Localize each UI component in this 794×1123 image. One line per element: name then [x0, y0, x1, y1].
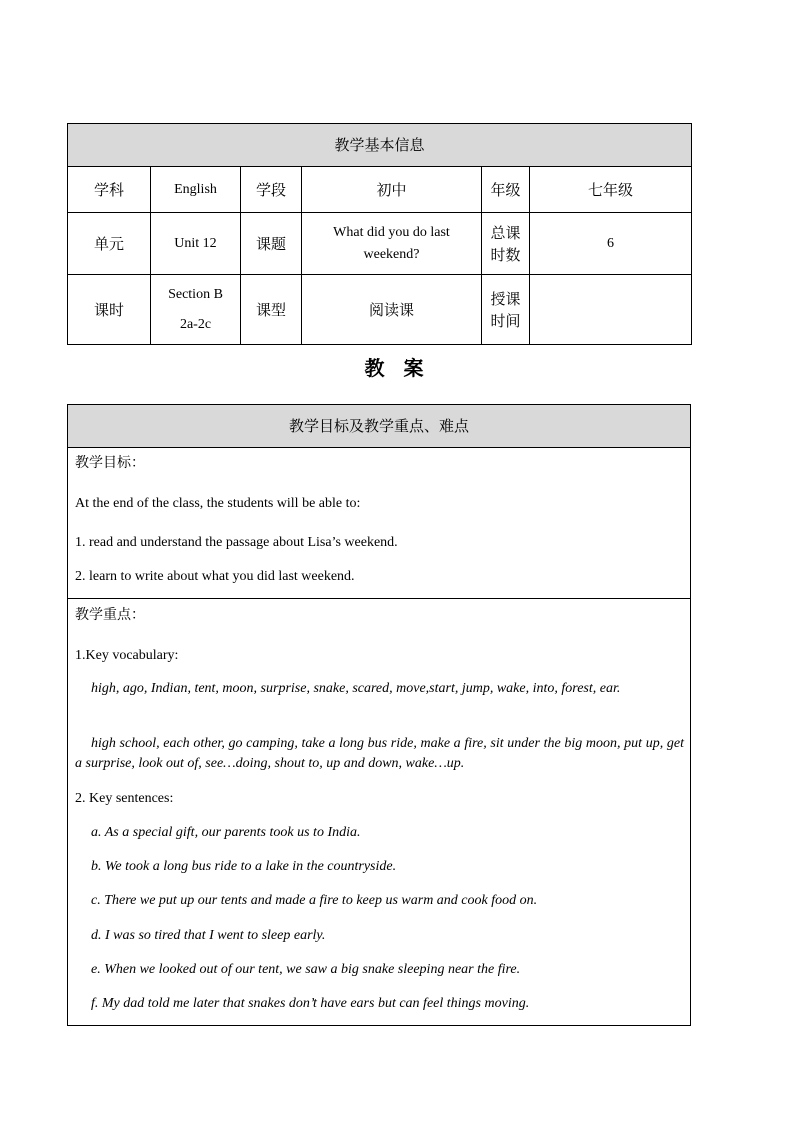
vocab-list-1: high, ago, Indian, tent, moon, surprise, snake, scared, move,start, jump, wake, into, forest, ear. [91, 681, 621, 696]
topic-line-1: What did you do last [333, 224, 450, 240]
period-line-2: 2a-2c [179, 316, 212, 332]
type-value: 阅读课 [302, 275, 482, 345]
basic-info-table [67, 123, 692, 345]
grade-label: 年级 [482, 167, 530, 213]
period-value [151, 275, 241, 345]
info-table-header: 教学基本信息 [68, 124, 692, 167]
total-periods-label [482, 213, 530, 275]
vocab-label: 1.Key vocabulary: [75, 648, 179, 663]
objective-item: 2. learn to write about what you did last weekend. [75, 569, 355, 584]
key-sentence: a. As a special gift, our parents took us to India. [91, 825, 361, 840]
key-sentence: f. My dad told me later that snakes don’t have ears but can feel things moving. [91, 996, 530, 1011]
stage-value: 初中 [302, 167, 482, 213]
objective-item: 1. read and understand the passage about Lisa’s weekend. [75, 535, 398, 550]
grade-value: 七年级 [530, 167, 692, 213]
teach-time-label [482, 275, 530, 345]
key-sentence: b. We took a long bus ride to a lake in the countryside. [91, 859, 397, 874]
key-sentence: c. There we put up our tents and made a fire to keep us warm and cook food on. [91, 893, 538, 908]
type-label: 课型 [241, 275, 302, 345]
subject-label: 学科 [68, 167, 151, 213]
topic-label: 课题 [241, 213, 302, 275]
total-periods-value: 6 [530, 213, 692, 275]
subject-value: English [151, 167, 241, 213]
topic-value [302, 213, 482, 275]
total-label-line-2: 时数 [490, 245, 521, 264]
time-label-line-1: 授课 [490, 289, 521, 308]
key-points-section [68, 599, 690, 1026]
key-points-label: 教学重点： [75, 607, 145, 623]
teach-time-value [530, 275, 692, 345]
lesson-plan-box [67, 404, 691, 1026]
sentences-label: 2. Key sentences: [75, 791, 174, 806]
key-sentence: d. I was so tired that I went to sleep early. [91, 928, 326, 943]
topic-line-2: weekend? [363, 246, 420, 262]
period-line-1: Section B [168, 286, 223, 302]
document-title: 教 案 [364, 356, 430, 380]
objectives-section [68, 448, 690, 599]
time-label-line-2: 时间 [490, 311, 521, 330]
unit-value: Unit 12 [151, 213, 241, 275]
period-label: 课时 [68, 275, 151, 345]
objectives-label: 教学目标： [75, 455, 145, 471]
vocab-list-2: high school, each other, go camping, take a long bus ride, make a fire, sit under the big moon, put up, get a surprise, look out of, see…doing, shout to, up and down, wake…up. [75, 736, 684, 771]
stage-label: 学段 [241, 167, 302, 213]
unit-label: 单元 [68, 213, 151, 275]
objectives-intro: At the end of the class, the students will be able to: [75, 496, 361, 511]
plan-header: 教学目标及教学重点、难点 [68, 405, 690, 448]
key-sentence: e. When we looked out of our tent, we saw a big snake sleeping near the fire. [91, 962, 521, 977]
total-label-line-1: 总课 [490, 223, 521, 242]
